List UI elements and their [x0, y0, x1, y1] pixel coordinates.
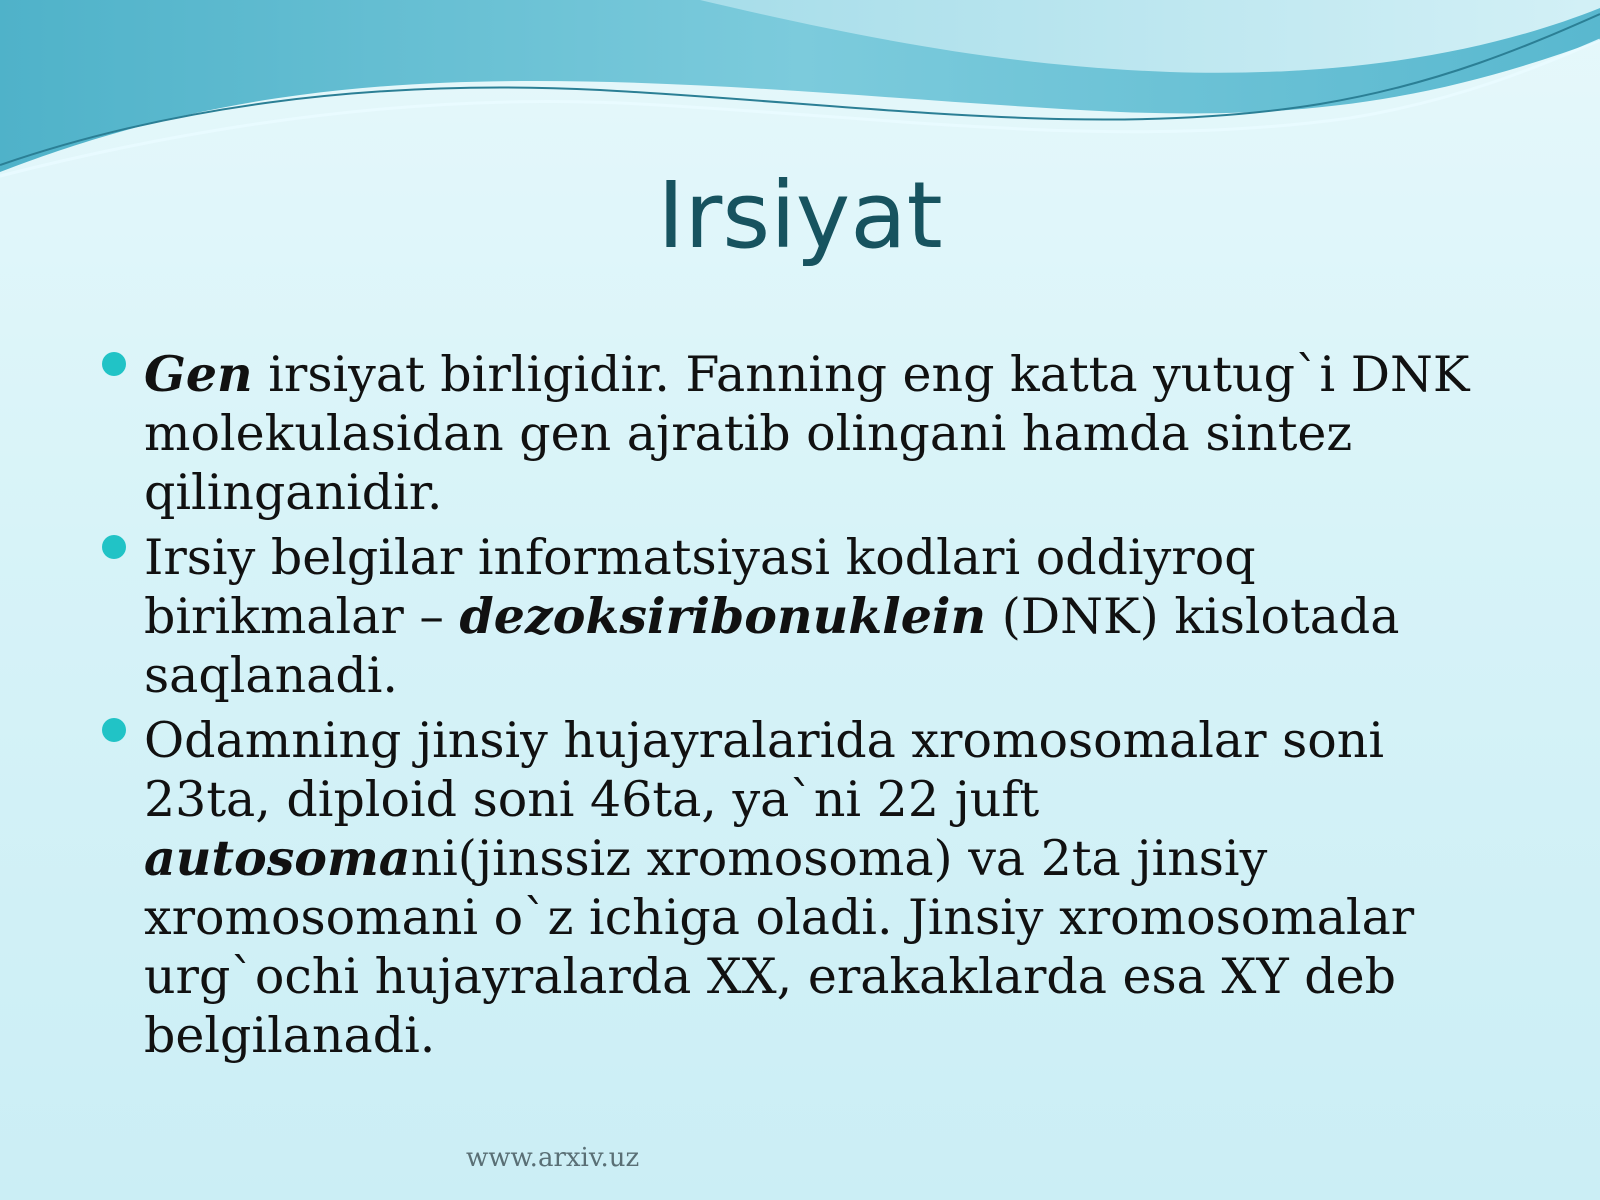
slide-title: Irsiyat — [657, 162, 943, 269]
bullet-emphasis: Gen — [144, 345, 253, 403]
bullet-item-gen — [96, 345, 1506, 522]
bullet-emphasis: autosoma — [144, 829, 411, 887]
footer-url: www.arxiv.uz — [466, 1143, 640, 1173]
bullet-lead: Odamning jinsiy hujayralarida xromosomalar soni 23ta, diploid soni 46ta, ya`ni 22 juft — [144, 712, 1385, 828]
bullet-text: ni(jinssiz xromosoma) va 2ta jinsiy xromosomani o`z ichiga oladi. Jinsiy xromosomalar urg`ochi hujayralarda XX, erakaklarda esa XY deb belgilanadi. — [144, 830, 1415, 1064]
bullet-text: (DNK) kislotada saqlanadi. — [144, 588, 1400, 704]
bullet-dot-icon — [102, 718, 126, 742]
bullet-dot-icon — [102, 352, 126, 376]
bullet-list — [96, 345, 1506, 1071]
bullet-item-dnk — [96, 528, 1506, 705]
bullet-text: irsiyat birligidir. Fanning eng katta yutug`i DNK molekulasidan gen ajratib olingani hamda sintez qilinganidir. — [144, 346, 1470, 521]
bullet-item-chromosomes — [96, 711, 1506, 1065]
bullet-lead: Irsiy belgilar informatsiyasi kodlari oddiyroq birikmalar – — [144, 529, 1256, 645]
bullet-dot-icon — [102, 535, 126, 559]
bullet-emphasis: dezoksiribonuklein — [459, 587, 987, 645]
